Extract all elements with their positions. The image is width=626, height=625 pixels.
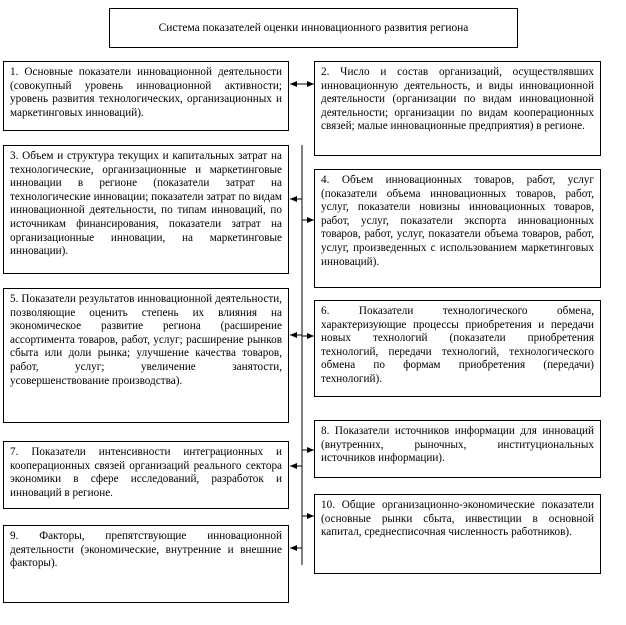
box-7	[3, 441, 289, 509]
box-8	[314, 420, 601, 478]
box-3	[3, 145, 289, 274]
box-2-text: 2. Число и состав организаций, осуществлявших инновационную деятельность, и виды инновационной деятельности (организации по видам инновационной деятельности; организации по видам кооперационных связей; малые инновационные предприятия) в регионе.	[321, 66, 594, 133]
box-7-text: 7. Показатели интенсивности интеграционных и кооперационных связей организаций реального сектора экономики в сфере исследований, разработок и инноваций в регионе.	[10, 446, 282, 499]
box-4	[314, 169, 601, 288]
box-5-text: 5. Показатели результатов инновационной деятельности, позволяющие оценить степень их влияния на экономическое развитие региона (расширение ассортимента товаров, работ, услуг; расширение рынков сбыта или доли рынка; улучшение качества товаров, работ, услуг; увеличение занятости, усовершенствование производства).	[10, 293, 282, 387]
box-10-text: 10. Общие организационно-экономические показатели (основные рынки сбыта, инвестиции в основной капитал, среднесписочная численность работников).	[321, 499, 594, 539]
box-1	[3, 61, 289, 131]
box-8-text: 8. Показатели источников информации для инноваций (внутренних, рыночных, институциональных источников информации).	[321, 425, 594, 465]
box-6	[314, 300, 601, 397]
box-1-text: 1. Основные показатели инновационной деятельности (совокупный уровень инновационной активности; уровень развития технологических, организационных и маркетинговых инноваций).	[10, 66, 282, 119]
box-9-text: 9. Факторы, препятствующие инновационной деятельности (экономические, внутренние и внешние факторы).	[10, 530, 282, 570]
box-3-text: 3. Объем и структура текущих и капитальных затрат на технологические, организационные и маркетинговые инновации в регионе (показатели затрат на технологические инновации; показатели затрат по видам инновационной деятельности, по типам инноваций, по источникам финансирования, показатели затрат на организационные инновации, на маркетинговые инновации).	[10, 150, 282, 258]
box-6-text: 6. Показатели технологического обмена, характеризующие процессы приобретения и передачи новых технологий (показатели приобретения технологий, передачи технологий, технологического обмена по формам приобретения (передачи) технологий).	[321, 305, 594, 385]
box-5	[3, 288, 289, 423]
diagram-title: Система показателей оценки инновационного развития региона	[109, 8, 518, 48]
box-10	[314, 494, 601, 574]
box-9	[3, 525, 289, 603]
box-2	[314, 61, 601, 156]
box-4-text: 4. Объем инновационных товаров, работ, услуг (показатели объема инновационных товаров, работ, услуг, показатели новизны инновационных товаров, работ, услуг, показатели экспорта инновационных товаров, работ, услуг, показатели объема товаров, работ, услуг, произведенных с использованием маркетинговых инноваций).	[321, 174, 594, 268]
